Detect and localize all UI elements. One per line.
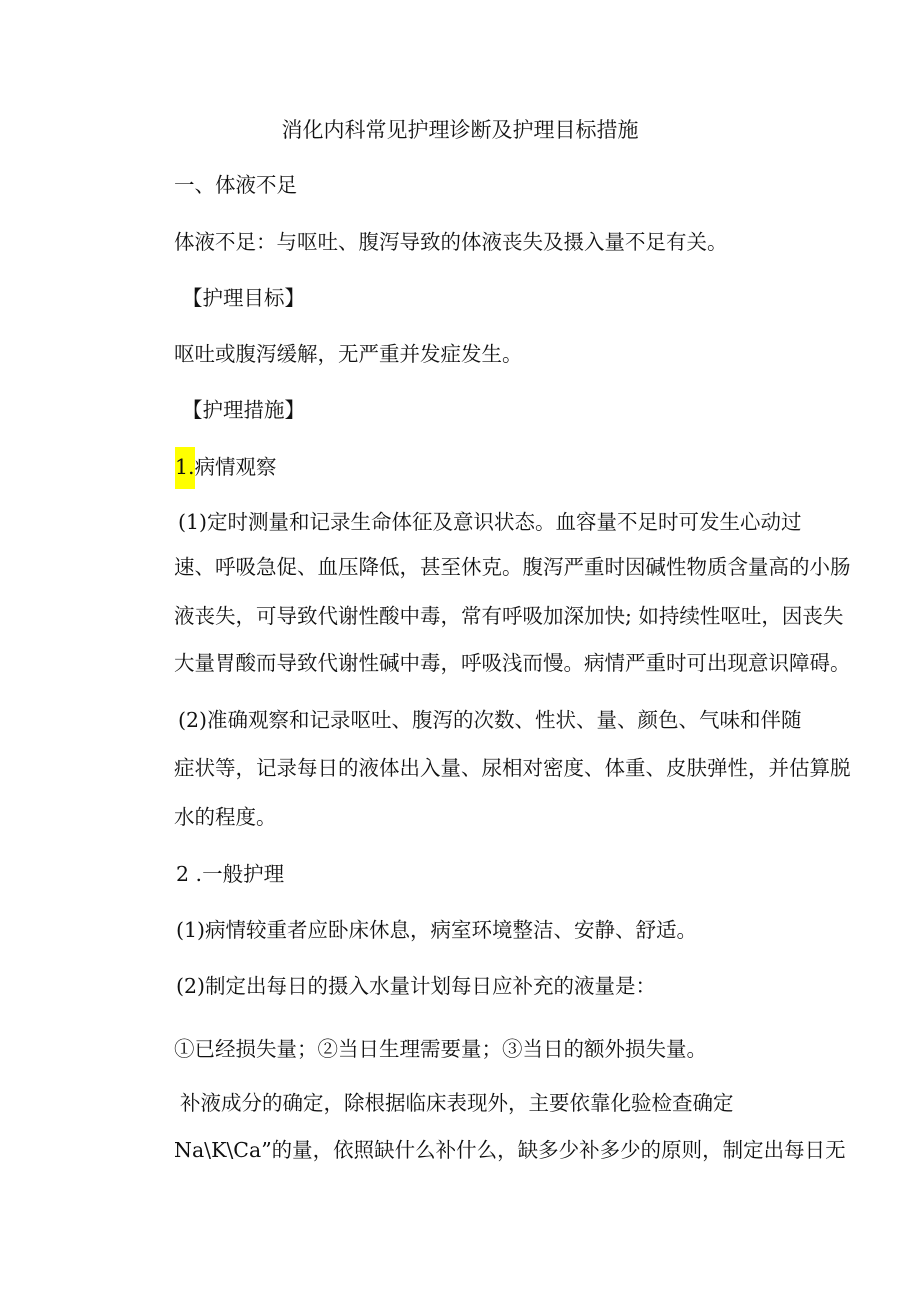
paragraph-line: 水的程度。: [174, 805, 277, 829]
paragraph-line: 症状等，记录每日的液体出入量、尿相对密度、体重、皮肤弹性，并估算脱: [174, 756, 851, 780]
paragraph-line: (2)准确观察和记录呕吐、腹泻的次数、性状、量、颜色、气味和伴随: [178, 708, 802, 732]
highlight-marker: 1.: [175, 447, 195, 489]
paragraph-line: Na\K\Ca”的量，依照缺什么补什么，缺多少补多少的原则，制定出每日无: [174, 1138, 846, 1162]
goal-text: 呕吐或腹泻缓解，无严重并发症发生。: [174, 342, 523, 366]
document-title: 消化内科常见护理诊断及护理目标措施: [281, 118, 639, 142]
list-line: ①已经损失量；②当日生理需要量；③当日的额外损失量。: [174, 1037, 707, 1061]
item1-title: 病情观察: [194, 455, 277, 479]
diagnosis-text: 体液不足：与呕吐、腹泻导致的体液丧失及摄入量不足有关。: [174, 230, 728, 254]
paragraph-line: 大量胃酸而导致代谢性碱中毒，呼吸浅而慢。病情严重时可出现意识障碍。: [174, 651, 851, 675]
paragraph-line: (1)定时测量和记录生命体征及意识状态。血容量不足时可发生心动过: [178, 510, 802, 534]
goal-label: 【护理目标】: [182, 286, 305, 310]
paragraph-line: 补液成分的确定，除根据临床表现外，主要依靠化验检查确定: [180, 1091, 734, 1115]
paragraph-line: (1)病情较重者应卧床休息，病室环境整洁、安静、舒适。: [176, 918, 698, 942]
paragraph-line: 速、呼吸急促、血压降低，甚至休克。腹泻严重时因碱性物质含量高的小肠: [174, 555, 851, 579]
item1-heading: [175, 455, 277, 479]
measures-label: 【护理措施】: [182, 398, 305, 422]
paragraph-line: (2)制定出每日的摄入水量计划每日应补充的液量是：: [176, 974, 657, 998]
section-heading: 一、体液不足: [174, 173, 297, 197]
paragraph-line: 液丧失，可导致代谢性酸中毒，常有呼吸加深加快; 如持续性呕吐，因丧失: [174, 604, 844, 628]
item2-heading: 2 .一般护理: [176, 862, 285, 886]
